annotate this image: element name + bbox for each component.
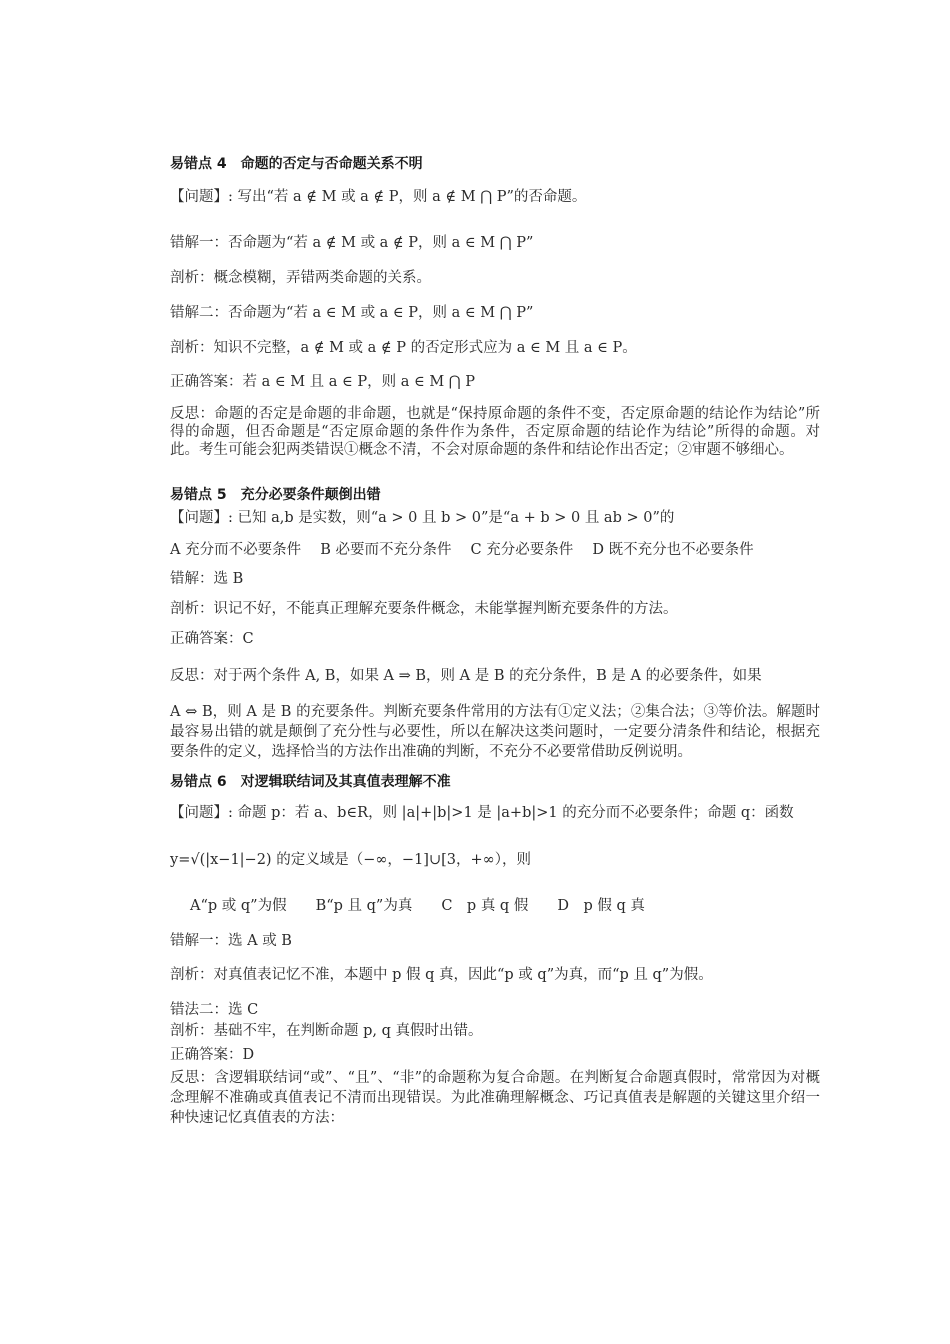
question-6-line1: 【问题】: 命题 p：若 a、b∈R，则 |a|+|b|>1 是 |a+b|>1 的充分而不必要条件；命题 q：函数 bbox=[170, 805, 794, 821]
correct-answer-5: 正确答案：C bbox=[170, 631, 254, 647]
wrong-answer-6-2: 错法二：选 C bbox=[170, 1002, 259, 1018]
wrong-answer-4-1: 错解一：否命题为“若 a ∉ M 或 a ∉ P，则 a ∈ M ⋂ P” bbox=[170, 235, 534, 251]
section-heading-4: 易错点 4 命题的否定与否命题关系不明 bbox=[170, 156, 423, 172]
analysis-6-2: 剖析：基础不牢，在判断命题 p, q 真假时出错。 bbox=[170, 1023, 483, 1039]
analysis-4-2: 剖析：知识不完整，a ∉ M 或 a ∉ P 的否定形式应为 a ∈ M 且 a ∈ P。 bbox=[170, 340, 637, 356]
analysis-6-1: 剖析：对真值表记忆不准，本题中 p 假 q 真，因此“p 或 q”为真，而“p 且 q”为假。 bbox=[170, 967, 713, 983]
analysis-5: 剖析：识记不好，不能真正理解充要条件概念，未能掌握判断充要条件的方法。 bbox=[170, 601, 678, 617]
question-6-line2: y=√(|x−1|−2) 的定义域是（−∞，−1]∪[3，+∞），则 bbox=[170, 852, 531, 868]
section-heading-6: 易错点 6 对逻辑联结词及其真值表理解不准 bbox=[170, 774, 451, 790]
section-heading-5: 易错点 5 充分必要条件颠倒出错 bbox=[170, 487, 381, 503]
wrong-answer-6-1: 错解一：选 A 或 B bbox=[170, 933, 292, 949]
analysis-4-1: 剖析：概念模糊，弄错两类命题的关系。 bbox=[170, 270, 431, 286]
reflection-6: 反思：含逻辑联结词“或”、“且”、“非”的命题称为复合命题。在判断复合命题真假时，常常因为对概念理解不准确或真值表记不清而出现错误。为此准确理解概念、巧记真值表是解题的关键这里介绍一种快速记忆真值表的方法： bbox=[170, 1070, 820, 1126]
reflection-5-rest: A ⇔ B，则 A 是 B 的充要条件。判断充要条件常用的方法有①定义法；②集合法；③等价法。解题时最容易出错的就是颠倒了充分性与必要性，所以在解决这类问题时，一定要分清条件和结论，根据充要条件的定义，选择恰当的方法作出准确的判断，不充分不必要常借助反例说明。 bbox=[170, 704, 820, 760]
question-5: 【问题】: 已知 a,b 是实数，则“a > 0 且 b > 0”是“a + b > 0 且 ab > 0”的 bbox=[170, 510, 675, 526]
options-5: A 充分而不必要条件 B 必要而不充分条件 C 充分必要条件 D 既不充分也不必要条件 bbox=[170, 542, 754, 558]
wrong-answer-5: 错解：选 B bbox=[170, 571, 244, 587]
wrong-answer-4-2: 错解二：否命题为“若 a ∈ M 或 a ∈ P，则 a ∈ M ⋂ P” bbox=[170, 305, 534, 321]
options-6: A“p 或 q”为假 B“p 且 q”为真 C p 真 q 假 D p 假 q 真 bbox=[190, 898, 645, 914]
correct-answer-4: 正确答案：若 a ∈ M 且 a ∈ P，则 a ∈ M ⋂ P bbox=[170, 374, 476, 390]
reflection-4: 反思：命题的否定是命题的非命题，也就是“保持原命题的条件不变，否定原命题的结论作为结论”所得的命题，但否命题是“否定原命题的条件作为条件，否定原命题的结论作为结论”所得的命题。对此。考生可能会犯两类错误①概念不清，不会对原命题的条件和结论作出否定；②审题不够细心。 bbox=[170, 406, 820, 458]
question-4: 【问题】: 写出“若 a ∉ M 或 a ∉ P，则 a ∉ M ⋂ P”的否命题。 bbox=[170, 189, 587, 205]
correct-answer-6: 正确答案：D bbox=[170, 1047, 255, 1063]
reflection-5-line1: 反思：对于两个条件 A, B，如果 A ⇒ B，则 A 是 B 的充分条件，B 是 A 的必要条件，如果 bbox=[170, 668, 762, 684]
